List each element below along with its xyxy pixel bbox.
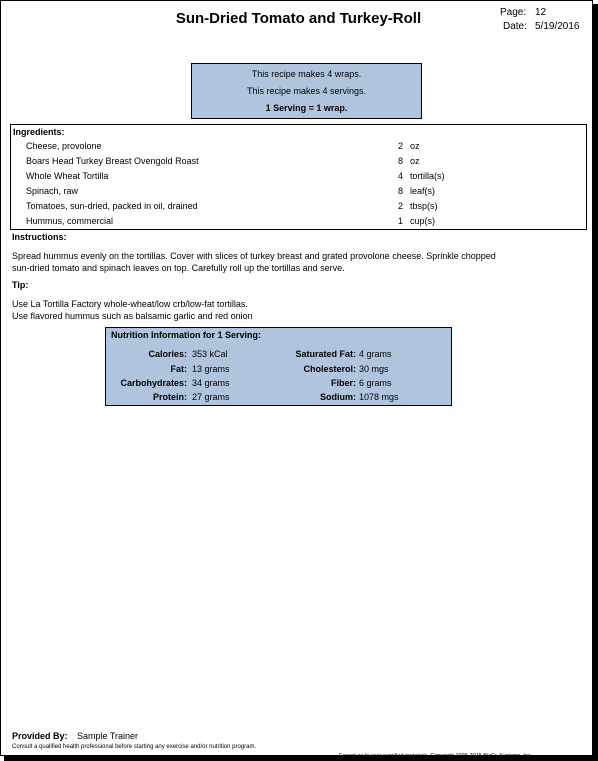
ingredient-unit: leaf(s)	[410, 186, 436, 196]
disclaimer-text: Consult a qualified health professional before starting any exercise and/or nutrition program.	[12, 744, 257, 750]
nutrition-value: 1078 mgs	[359, 392, 399, 402]
ingredient-name: Tomatoes, sun-dried, packed in oil, drained	[26, 201, 198, 211]
ingredient-row	[11, 186, 586, 199]
nutrition-value: 27 grams	[192, 392, 230, 402]
tip-line-1: Use La Tortilla Factory whole-wheat/low crb/low-fat tortillas.	[12, 299, 248, 309]
nutrition-label: Carbohydrates:	[120, 378, 187, 388]
ingredient-row	[11, 201, 586, 214]
tip-heading: Tip:	[12, 280, 29, 290]
ingredient-name: Cheese, provolone	[26, 141, 102, 151]
date-label: Date:	[503, 21, 527, 32]
instructions-line-2: sun-dried tomato and spinach leaves on top. Carefully roll up the tortillas and serve.	[12, 263, 345, 273]
recipe-summary-box	[191, 63, 422, 119]
nutrition-label: Fiber:	[330, 378, 356, 388]
ingredient-qty: 8	[397, 156, 403, 166]
ingredient-row	[11, 171, 586, 184]
nutrition-value: 30 mgs	[359, 364, 389, 374]
nutrition-label: Cholesterol:	[303, 364, 356, 374]
date-value: 5/19/2016	[535, 21, 580, 32]
nutrition-label: Protein:	[152, 392, 187, 402]
instructions-line-1: Spread hummus evenly on the tortillas. Cover with slices of turkey breast and grated provolone cheese. Sprinkle chopped	[12, 251, 496, 261]
nutrition-label: Sodium:	[320, 392, 356, 402]
nutrition-value: 4 grams	[359, 349, 392, 359]
ingredient-qty: 2	[397, 141, 403, 151]
ingredient-unit: tortilla(s)	[410, 171, 445, 181]
ingredient-row	[11, 156, 586, 169]
ingredient-row	[11, 141, 586, 154]
ingredient-qty: 1	[397, 216, 403, 226]
nutrition-value: 6 grams	[359, 378, 392, 388]
summary-serving-size: 1 Serving = 1 wrap.	[265, 103, 348, 113]
nutrition-label: Saturated Fat:	[295, 349, 356, 359]
nutrition-box	[105, 327, 452, 406]
ingredient-unit: oz	[410, 156, 420, 166]
nutrition-value: 34 grams	[192, 378, 230, 388]
ingredients-box	[10, 124, 587, 230]
ingredient-qty: 2	[397, 201, 403, 211]
summary-servings: This recipe makes 4 servings.	[246, 86, 367, 96]
ingredients-heading: Ingredients:	[13, 127, 65, 137]
nutrition-label: Calories:	[148, 349, 187, 359]
ingredient-qty: 4	[397, 171, 403, 181]
instructions-heading: Instructions:	[12, 232, 67, 242]
nutrition-value: 353 kCal	[192, 349, 228, 359]
ingredient-name: Boars Head Turkey Breast Ovengold Roast	[26, 156, 199, 166]
nutrition-label: Fat:	[170, 364, 187, 374]
page-number: 12	[535, 7, 547, 18]
page-label: Page:	[500, 7, 527, 18]
copyright-text: Except as to user supplied materials, Copyright 1995-2015 BioEx Systems, Inc.	[339, 753, 533, 759]
provided-by-value: Sample Trainer	[77, 731, 139, 741]
ingredient-unit: tbsp(s)	[410, 201, 438, 211]
recipe-title: Sun-Dried Tomato and Turkey-Roll	[175, 10, 422, 27]
ingredient-name: Hummus, commercial	[26, 216, 114, 226]
summary-wraps: This recipe makes 4 wraps.	[251, 69, 362, 79]
ingredient-name: Whole Wheat Tortilla	[26, 171, 109, 181]
nutrition-heading: Nutrition Information for 1 Serving:	[111, 330, 261, 340]
ingredient-row	[11, 216, 586, 229]
ingredient-unit: oz	[410, 141, 420, 151]
ingredient-qty: 8	[397, 186, 403, 196]
provided-by-label: Provided By:	[12, 731, 68, 741]
ingredient-unit: cup(s)	[410, 216, 436, 226]
nutrition-value: 13 grams	[192, 364, 230, 374]
page-shadow-right	[593, 4, 598, 761]
tip-line-2: Use flavored hummus such as balsamic garlic and red onion	[12, 311, 253, 321]
ingredient-name: Spinach, raw	[26, 186, 79, 196]
